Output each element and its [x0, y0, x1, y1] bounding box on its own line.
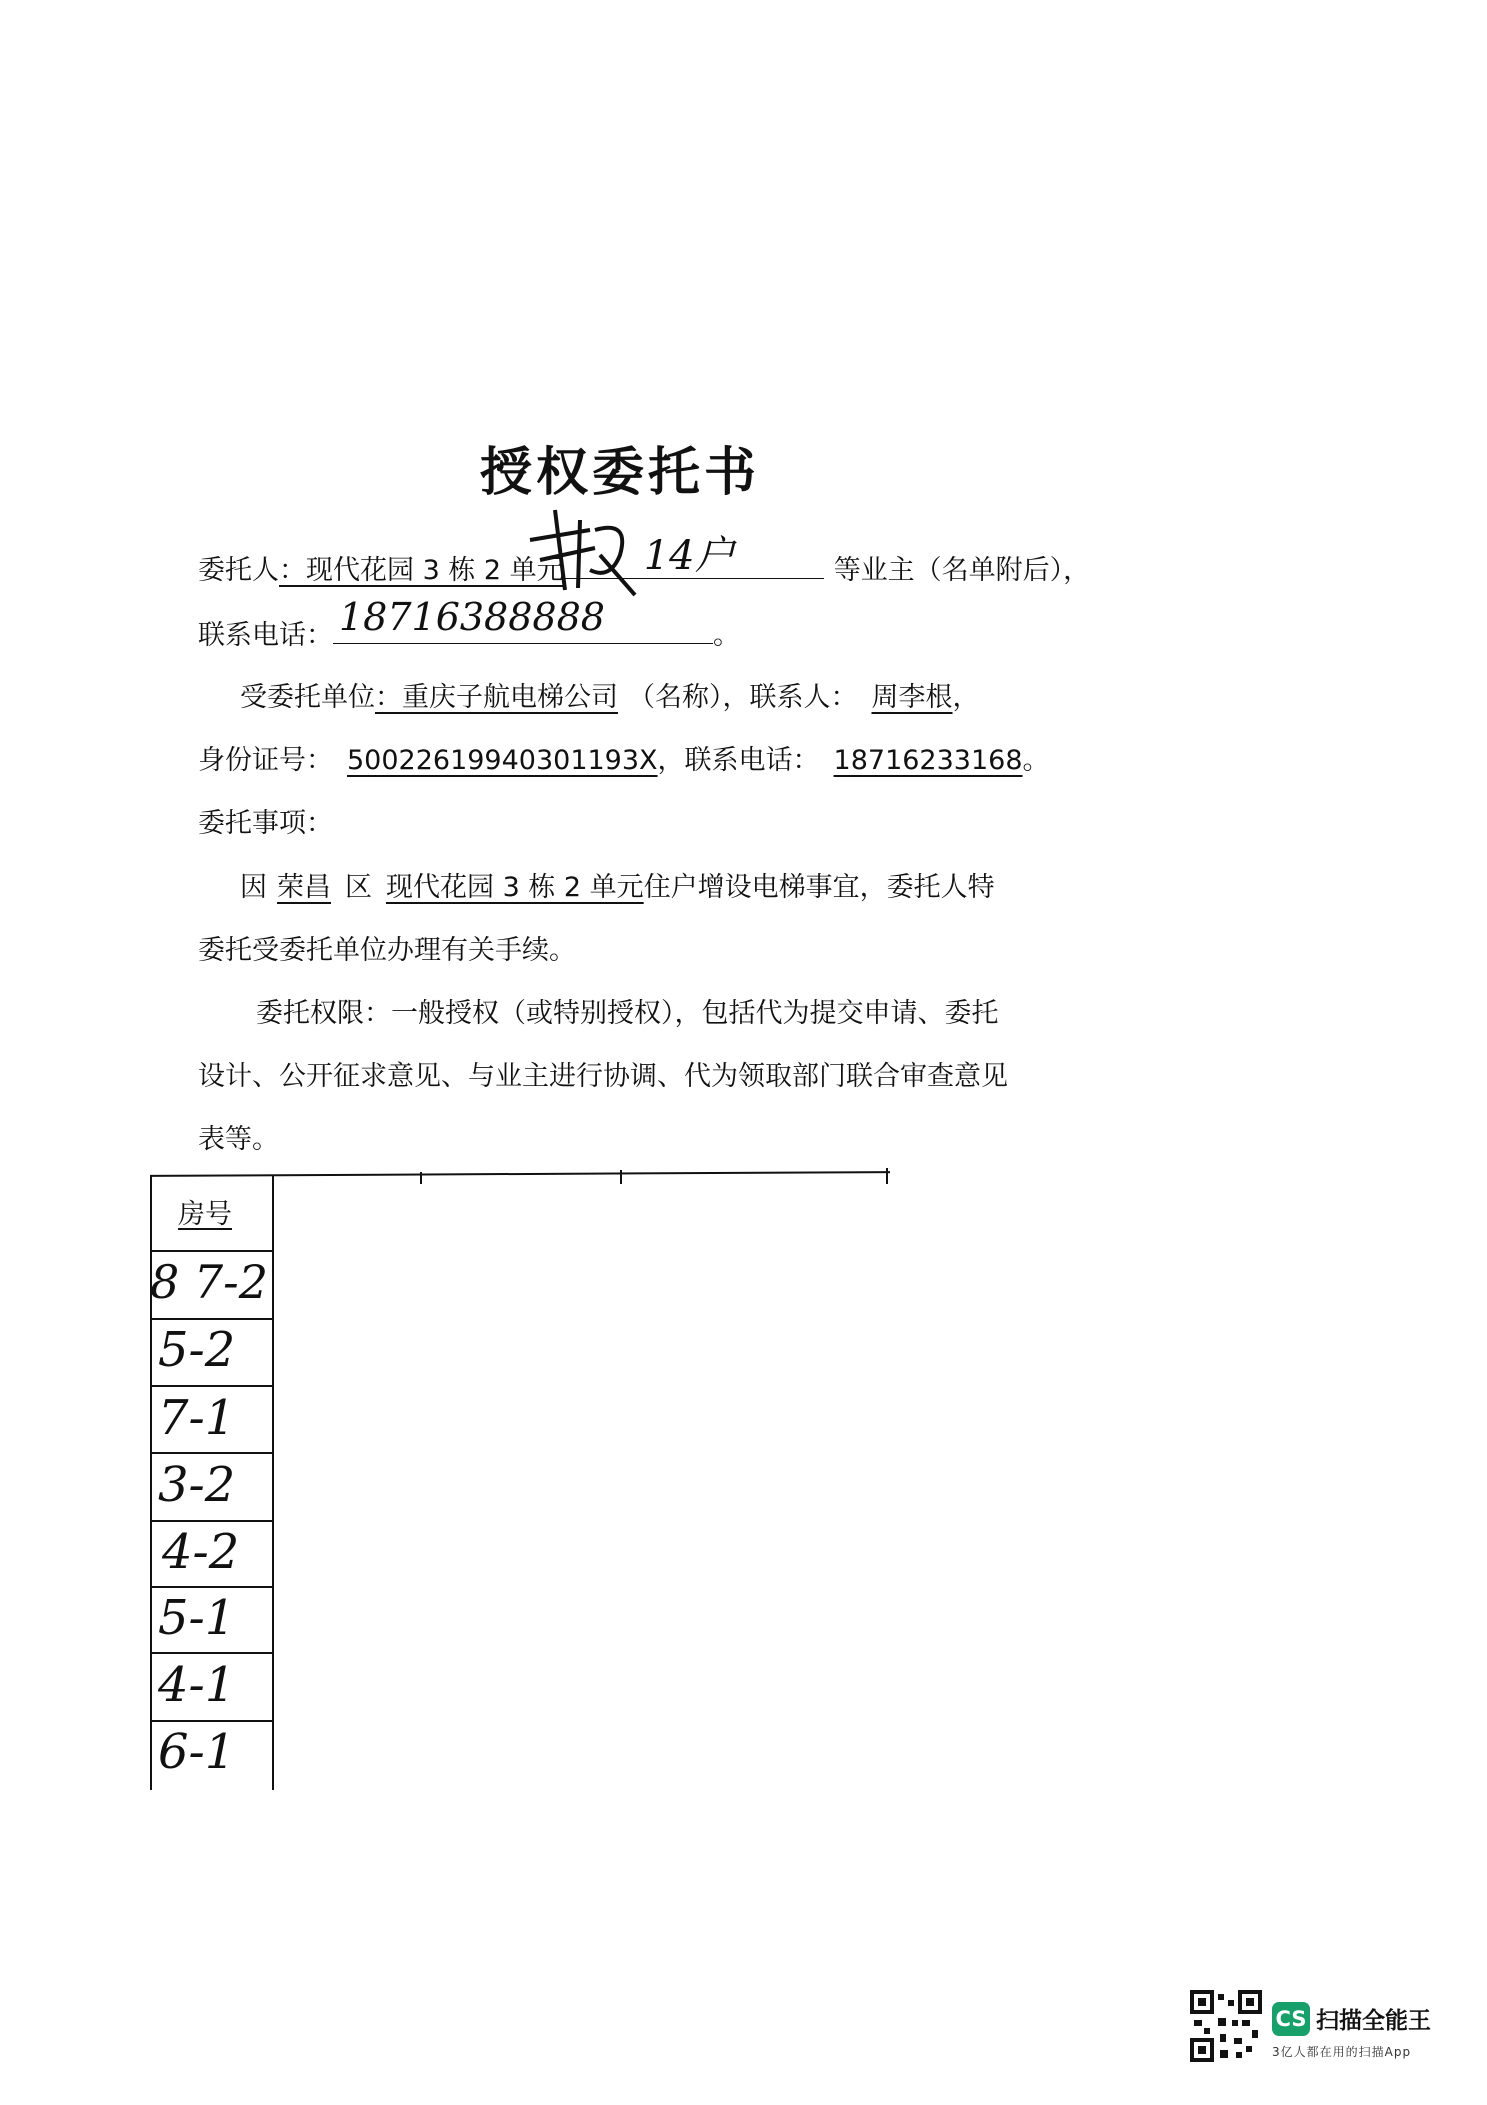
table-col-tick-1	[420, 1172, 422, 1184]
qr-code-icon	[1190, 1990, 1262, 2062]
agent-end: ，	[952, 682, 980, 713]
table-header-room: 房号	[178, 1199, 232, 1230]
matters-line	[240, 870, 995, 906]
id-number: 50022619940301193X	[347, 745, 658, 776]
table-cell-room: 4-1	[158, 1657, 236, 1713]
principal-label: 委托人	[198, 555, 279, 586]
matters-heading: 委托事项：	[198, 808, 333, 839]
camscanner-slogan: 3亿人都在用的扫描App	[1272, 2045, 1412, 2059]
table-row-line	[150, 1652, 274, 1654]
id-label: 身份证号：	[198, 745, 333, 776]
authority-line: 委托权限：一般授权（或特别授权），包括代为提交申请、委托	[256, 998, 999, 1029]
agent-contact: 周李根	[871, 682, 953, 713]
agent-phone: 18716233168	[833, 745, 1023, 776]
table-top-border	[150, 1171, 890, 1177]
table-col-tick-2	[620, 1170, 622, 1184]
principal-phone-line	[198, 595, 740, 654]
agent-id-line	[198, 743, 1050, 779]
principal-suffix: 等业主（名单附后），	[833, 555, 1091, 586]
authority-line-3: 表等。	[198, 1124, 279, 1155]
table-row-line	[150, 1250, 274, 1252]
agent-mid: （名称），联系人：	[628, 682, 858, 713]
agent-unit: ：重庆子航电梯公司	[375, 682, 618, 713]
table-col-tick-3	[886, 1168, 888, 1184]
agent-line	[240, 680, 980, 716]
scribble-signature	[520, 500, 650, 600]
table-row-line	[150, 1452, 274, 1454]
matters-rest: 住户增设电梯事宜，委托人特	[643, 872, 995, 903]
matters-district: 荣昌	[277, 872, 331, 903]
matters-district-suffix: 区	[345, 872, 372, 903]
table-cell-room: 8 7-2	[150, 1255, 268, 1309]
table-col-divider	[272, 1175, 274, 1790]
agent-label: 受委托单位	[240, 682, 375, 713]
document-title: 授权委托书	[479, 443, 760, 503]
id-mid: ，联系电话：	[657, 745, 820, 776]
camscanner-brand: 扫描全能王	[1316, 2008, 1431, 2034]
camscanner-logo: CS	[1272, 2002, 1310, 2036]
table-cell-room: 5-1	[158, 1590, 236, 1646]
matters-prefix: 因	[240, 872, 267, 903]
authority-line-2: 设计、公开征求意见、与业主进行协调、代为领取部门联合审查意见	[198, 1061, 1008, 1092]
table-row-line	[150, 1318, 274, 1320]
principal-count-handwritten: 14户	[643, 533, 735, 579]
table-cell-room: 7-1	[158, 1390, 236, 1446]
table-row-line	[150, 1586, 274, 1588]
table-row-line	[150, 1720, 274, 1722]
table-cell-room: 5-2	[158, 1322, 236, 1378]
principal-phone-label: 联系电话：	[198, 620, 333, 651]
principal-phone-blank	[333, 595, 713, 644]
principal-phone-handwritten: 18716388888	[339, 595, 605, 639]
table-cell-room: 3-2	[158, 1457, 236, 1513]
table-cell-room: 4-2	[162, 1524, 240, 1580]
table-cell-room: 6-1	[158, 1724, 236, 1780]
principal-phone-suffix: 。	[713, 620, 740, 651]
table-row-line	[150, 1520, 274, 1522]
matters-line-2: 委托受委托单位办理有关手续。	[198, 935, 576, 966]
table-row-line	[150, 1385, 274, 1387]
principal-value: ：现代花园 3 栋 2 单元	[279, 555, 564, 586]
id-end: 。	[1022, 745, 1050, 776]
matters-community: 现代花园 3 栋 2 单元	[386, 872, 644, 903]
